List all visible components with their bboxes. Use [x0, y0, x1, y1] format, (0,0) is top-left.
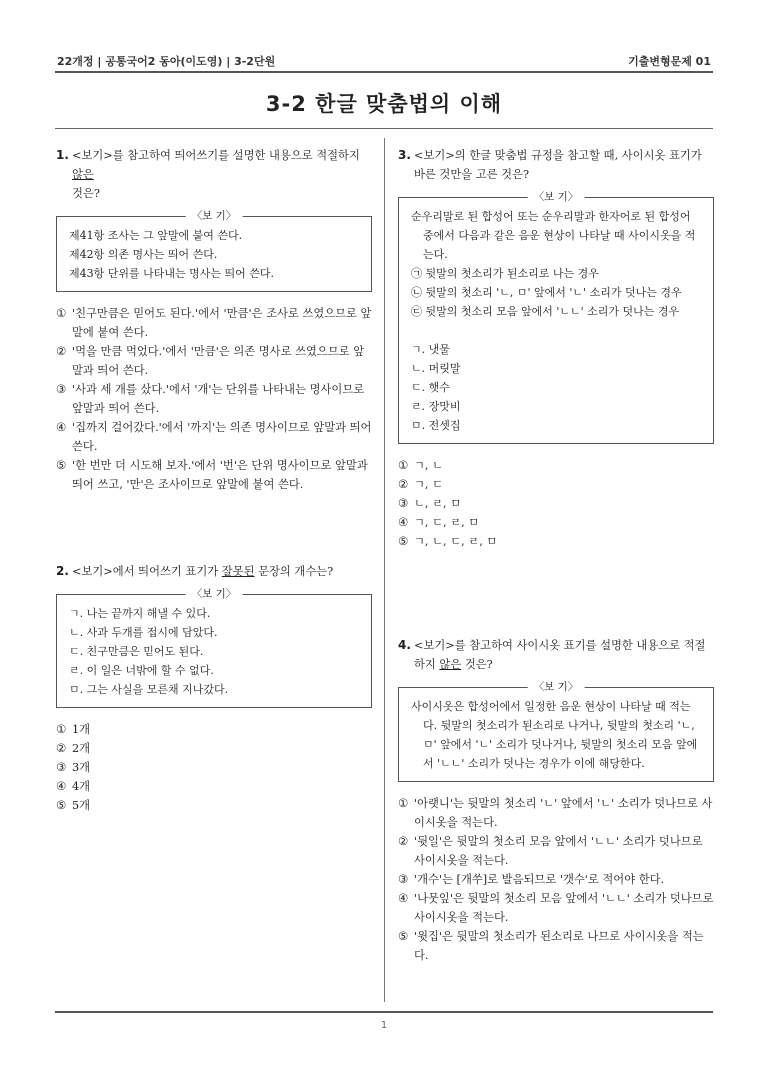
- underlined-word: 잘못된: [221, 565, 255, 578]
- example-line: ㄷ. 친구만큼은 믿어도 된다.: [69, 645, 204, 658]
- page-number: 1: [380, 1020, 388, 1031]
- question-2: [56, 562, 372, 815]
- answer-option-1[interactable]: ① '친구만큼은 믿어도 된다.'에서 '만큼'은 조사로 쓰였으므로 앞말에 붙여 쓴다.: [56, 307, 372, 339]
- question-3-stem: 3. <보기>의 한글 맞춤법 규정을 참고할 때, 사이시옷 표기가 바른 것만을 고른 것은?: [398, 148, 702, 181]
- example-line: ㄱ. 나는 끝까지 해낼 수 있다.: [69, 607, 211, 620]
- example-line: ㄴ. 사과 두개를 접시에 담았다.: [69, 626, 218, 639]
- answer-option-5[interactable]: ⑤ '윗집'은 뒷말의 첫소리가 된소리로 나므로 사이시옷을 적는다.: [398, 930, 704, 962]
- question-2-options: [56, 720, 372, 815]
- question-2-example-box: [56, 588, 372, 708]
- answer-option-4[interactable]: ④ ㄱ, ㄷ, ㄹ, ㅁ: [398, 516, 480, 529]
- question-1: [56, 146, 372, 494]
- question-1-stem: 1. <보기>를 참고하여 띄어쓰기를 설명한 내용으로 적절하지 않은 것은?: [56, 148, 360, 200]
- question-3-options: [398, 456, 714, 551]
- example-intro: 순우리말로 된 합성어 또는 순우리말과 한자어로 된 합성어 중에서 다음과 같은 음운 현상이 나타날 때 사이시옷을 적는다.: [411, 210, 696, 261]
- answer-option-5[interactable]: ⑤ '한 번만 더 시도해 보자.'에서 '번'은 단위 명사이므로 앞말과 띄어 쓰고, '만'은 조사이므로 앞말에 붙여 쓴다.: [56, 459, 368, 491]
- underlined-word: 않은: [439, 658, 462, 671]
- answer-option-1[interactable]: ① '아랫니'는 뒷말의 첫소리 'ㄴ' 앞에서 'ㄴ' 소리가 덧나므로 사이시옷을 적는다.: [398, 797, 713, 829]
- example-line: 제41항 조사는 그 앞말에 붙여 쓴다.: [69, 229, 243, 242]
- footer-rule: [55, 1011, 713, 1013]
- question-3-example-box: [398, 191, 714, 444]
- question-4-options: [398, 794, 714, 965]
- question-4: [398, 636, 714, 965]
- example-item: ㄷ. 햇수: [411, 381, 450, 394]
- title-rule: [55, 128, 713, 129]
- question-1-options: [56, 304, 372, 494]
- question-1-number: 1.: [56, 148, 69, 162]
- answer-option-1[interactable]: ① 1개: [56, 723, 91, 736]
- underlined-word: 않은: [72, 168, 94, 181]
- example-item: ㄹ. 장맛비: [411, 400, 461, 413]
- example-box-label: 〈보 기〉: [186, 208, 243, 224]
- answer-option-4[interactable]: ④ '나뭇잎'은 뒷말의 첫소리 모음 앞에서 'ㄴㄴ' 소리가 덧나므로 사이시옷을 적는다.: [398, 892, 714, 924]
- question-3-number: 3.: [398, 148, 411, 162]
- example-item: ㄱ. 냇물: [411, 343, 450, 356]
- answer-option-4[interactable]: ④ 4개: [56, 780, 91, 793]
- question-2-number: 2.: [56, 564, 69, 578]
- answer-option-2[interactable]: ② '먹을 만큼 먹었다.'에서 '만큼'은 의존 명사로 쓰였으므로 앞말과 띄어 쓴다.: [56, 345, 365, 377]
- example-item: ㄴ. 머릿말: [411, 362, 461, 375]
- answer-option-4[interactable]: ④ '집까지 걸어갔다.'에서 '까지'는 의존 명사이므로 앞말과 띄어 쓴다.: [56, 421, 372, 453]
- column-divider: [384, 138, 385, 1002]
- question-4-example-box: [398, 681, 714, 782]
- answer-option-3[interactable]: ③ 3개: [56, 761, 91, 774]
- example-item: ㅁ. 전셋집: [411, 419, 461, 432]
- example-box-label: 〈보 기〉: [186, 586, 243, 602]
- example-line: ㄹ. 이 일은 너밖에 할 수 없다.: [69, 664, 214, 677]
- question-4-number: 4.: [398, 638, 411, 652]
- answer-option-5[interactable]: ⑤ ㄱ, ㄴ, ㄷ, ㄹ, ㅁ: [398, 535, 498, 548]
- example-line: 제43항 단위를 나타내는 명사는 띄어 쓴다.: [69, 267, 274, 280]
- example-line: 제42항 의존 명사는 띄어 쓴다.: [69, 248, 218, 261]
- header-exam-type: 기출변형문제 01: [628, 55, 711, 68]
- answer-option-5[interactable]: ⑤ 5개: [56, 799, 91, 812]
- example-line: ㅁ. 그는 사실을 모른채 지나갔다.: [69, 683, 229, 696]
- example-rule: ㉠ 뒷말의 첫소리가 된소리로 나는 경우: [411, 267, 599, 280]
- header-course-info: 22개정 | 공통국어2 동아(이도영) | 3-2단원: [57, 55, 276, 68]
- question-1-example-box: [56, 210, 372, 292]
- answer-option-3[interactable]: ③ '사과 세 개를 샀다.'에서 '개'는 단위를 나타내는 명사이므로 앞말과 띄어 쓴다.: [56, 383, 365, 415]
- header-rule: [55, 71, 713, 73]
- question-2-stem: 2. <보기>에서 띄어쓰기 표기가 잘못된 문장의 개수는?: [56, 562, 372, 581]
- answer-option-3[interactable]: ③ ㄴ, ㄹ, ㅁ: [398, 497, 462, 510]
- example-box-label: 〈보 기〉: [528, 679, 585, 695]
- page-header: [55, 48, 713, 70]
- page-title: 3-2 한글 맞춤법의 이해: [265, 92, 503, 116]
- example-rule: ㉢ 뒷말의 첫소리 모음 앞에서 'ㄴㄴ' 소리가 덧나는 경우: [411, 305, 680, 318]
- example-rule: ㉡ 뒷말의 첫소리 'ㄴ, ㅁ' 앞에서 'ㄴ' 소리가 덧나는 경우: [411, 286, 682, 299]
- answer-option-2[interactable]: ② 2개: [56, 742, 91, 755]
- question-4-stem: 4. <보기>를 참고하여 사이시옷 표기를 설명한 내용으로 적절하지 않은 것은?: [398, 638, 706, 671]
- answer-option-3[interactable]: ③ '개수'는 [개쑤]로 발음되므로 '갯수'로 적어야 한다.: [398, 873, 665, 886]
- answer-option-2[interactable]: ② '뒷일'은 뒷말의 첫소리 모음 앞에서 'ㄴㄴ' 소리가 덧나므로 사이시옷을 적는다.: [398, 835, 703, 867]
- answer-option-1[interactable]: ① ㄱ, ㄴ: [398, 459, 444, 472]
- question-3: [398, 146, 714, 551]
- example-text: 사이시옷은 합성어에서 일정한 음운 현상이 나타날 때 적는다. 뒷말의 첫소리가 된소리로 나거나, 뒷말의 첫소리 'ㄴ, ㅁ' 앞에서 'ㄴ' 소리가 덧나거나, 뒷말의 첫소리 모음 앞에서 'ㄴㄴ' 소리가 덧나는 경우가 이에 해당한다.: [411, 700, 698, 770]
- answer-option-2[interactable]: ② ㄱ, ㄷ: [398, 478, 444, 491]
- example-box-label: 〈보 기〉: [528, 189, 585, 205]
